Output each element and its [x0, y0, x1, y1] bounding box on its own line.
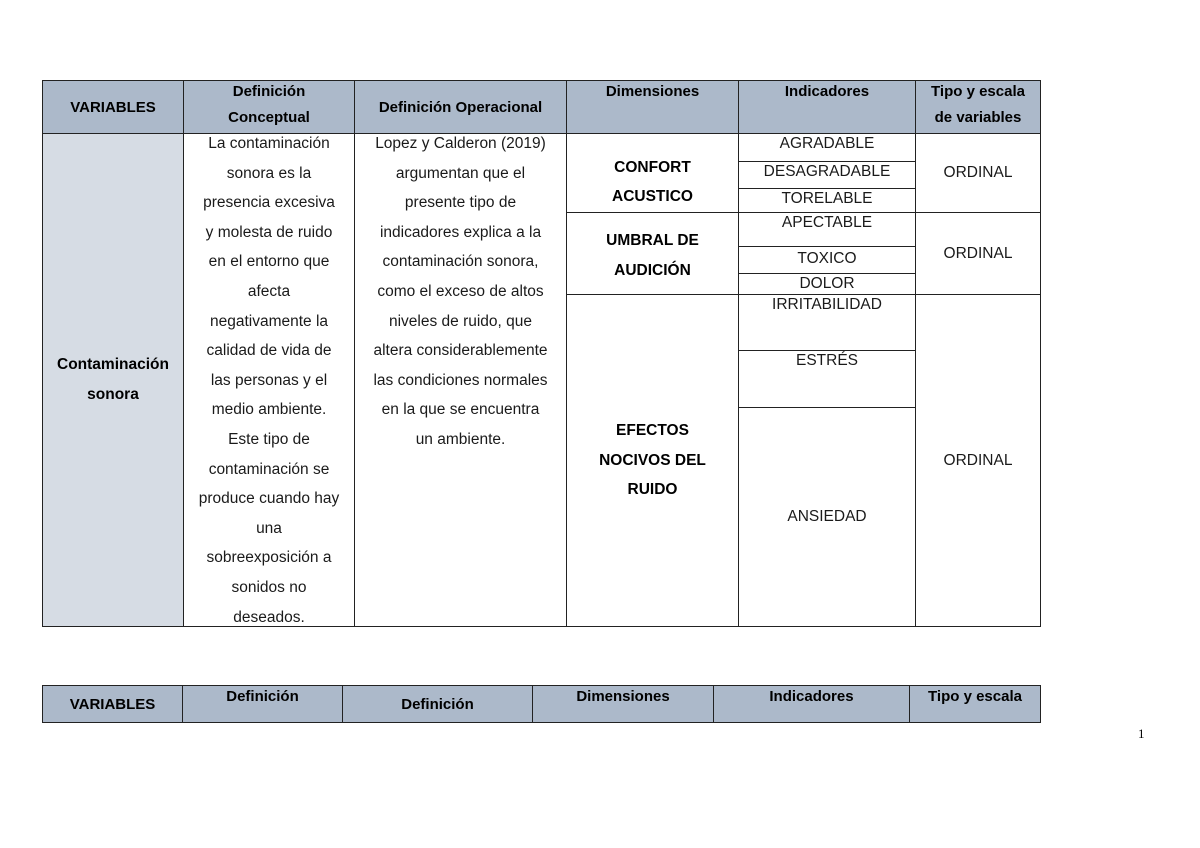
page-number: 1 [1138, 726, 1145, 741]
header-indicadores [738, 80, 916, 134]
def-operacional-line: argumentan que el [395, 164, 526, 182]
def-conceptual-line: sonora es la [226, 164, 312, 182]
indicator-torelable [738, 188, 916, 213]
indicator-toxico [738, 246, 916, 274]
header2-indicadores [713, 685, 910, 723]
definicion-conceptual-cell [183, 133, 355, 627]
scale-text: ORDINAL [943, 244, 1013, 262]
scale-cell [915, 212, 1041, 295]
header-tipo-line2: de variables [934, 109, 1022, 126]
indicator-text: DESAGRADABLE [763, 163, 891, 180]
def-conceptual-line: afecta [247, 282, 291, 300]
def-conceptual-line: en el entorno que [208, 253, 330, 271]
def-operacional-line: en la que se encuentra [381, 401, 540, 419]
indicator-ansiedad [738, 407, 916, 627]
indicator-text: DOLOR [799, 275, 855, 292]
header2-variables [42, 685, 183, 723]
header-def-conceptual-line2: Conceptual [228, 109, 310, 126]
def-conceptual-line: sobreexposición a [206, 549, 332, 567]
variable-name-line2: sonora [87, 386, 139, 403]
header-dimensiones [566, 80, 739, 134]
header2-tipo-text: Tipo y escala [928, 688, 1022, 705]
header-definicion-conceptual [183, 80, 355, 134]
def-conceptual-line: negativamente la [209, 312, 329, 330]
def-operacional-line: las condiciones normales [373, 371, 548, 389]
indicator-agradable [738, 133, 916, 162]
dimension-line: ACUSTICO [612, 188, 693, 206]
def-conceptual-line: presencia excesiva [203, 194, 335, 212]
indicator-text: TORELABLE [781, 190, 873, 207]
header-dimensiones-text: Dimensiones [605, 83, 700, 100]
scale-cell [915, 133, 1041, 213]
dimension-confort-acustico [566, 133, 739, 213]
indicator-text: IRRITABILIDAD [772, 296, 882, 313]
def-conceptual-line: calidad de vida de [206, 342, 332, 360]
def-conceptual-line: y molesta de ruido [205, 223, 333, 241]
dimension-line: AUDICIÓN [614, 261, 691, 279]
header2-definicion-2 [342, 685, 533, 723]
indicator-estres [738, 350, 916, 408]
def-operacional-line: Lopez y Calderon (2019) [375, 135, 546, 152]
def-conceptual-line: sonidos no [231, 578, 307, 596]
header-variables [42, 80, 184, 134]
header-tipo-line1: Tipo y escala [931, 83, 1025, 100]
indicator-dolor [738, 273, 916, 295]
variable-name-line1: Contaminación [57, 356, 169, 374]
header-variables-text: VARIABLES [70, 98, 156, 116]
def-operacional-line: presente tipo de [404, 194, 517, 212]
scale-cell [915, 294, 1041, 627]
dimension-line: RUIDO [627, 481, 678, 499]
def-conceptual-line: las personas y el [210, 371, 328, 389]
header2-definicion-1 [182, 685, 343, 723]
indicator-text: TOXICO [797, 250, 857, 267]
variable-cell [42, 133, 184, 627]
def-conceptual-line: deseados. [233, 608, 305, 626]
indicator-apectable [738, 212, 916, 247]
def-operacional-line: un ambiente. [415, 430, 506, 448]
indicator-irritabilidad [738, 294, 916, 351]
dimension-umbral-audicion [566, 212, 739, 295]
dimension-line: NOCIVOS DEL [599, 451, 706, 469]
header-def-operacional-text: Definición Operacional [378, 98, 543, 116]
def-operacional-line: niveles de ruido, que [388, 312, 533, 330]
indicator-desagradable [738, 161, 916, 189]
dimension-efectos-nocivos [566, 294, 739, 627]
def-conceptual-line: produce cuando hay [198, 490, 340, 508]
def-operacional-line: contaminación sonora, [382, 253, 539, 271]
header2-dimensiones [532, 685, 714, 723]
def-conceptual-line: Este tipo de [228, 430, 310, 448]
header2-tipo-escala [909, 685, 1041, 723]
header-def-conceptual-line1: Definición [232, 83, 306, 100]
def-operacional-line: como el exceso de altos [377, 282, 544, 300]
def-operacional-line: indicadores explica a la [379, 223, 542, 241]
scale-text: ORDINAL [943, 164, 1013, 181]
indicator-text: AGRADABLE [779, 135, 875, 152]
header2-definicion-1-text: Definición [226, 688, 299, 705]
header2-indicadores-text: Indicadores [769, 688, 854, 705]
header-indicadores-text: Indicadores [784, 83, 870, 100]
dimension-line: UMBRAL DE [606, 231, 699, 249]
header2-variables-text: VARIABLES [69, 695, 156, 713]
indicator-text: ANSIEDAD [787, 508, 867, 525]
definicion-operacional-cell [354, 133, 567, 627]
indicator-text: APECTABLE [781, 214, 873, 231]
def-operacional-line: altera considerablemente [373, 342, 548, 360]
header-tipo-escala [915, 80, 1041, 134]
dimension-line: EFECTOS [616, 422, 689, 440]
def-conceptual-line: una [256, 519, 282, 537]
header2-dimensiones-text: Dimensiones [576, 688, 670, 705]
scale-text: ORDINAL [943, 451, 1013, 469]
def-conceptual-line: medio ambiente. [211, 401, 327, 419]
dimension-line: CONFORT [614, 158, 691, 176]
header-definicion-operacional [354, 80, 567, 134]
header2-definicion-2-text: Definición [401, 695, 474, 713]
indicator-text: ESTRÉS [795, 352, 858, 369]
def-conceptual-line: La contaminación [208, 135, 330, 152]
def-conceptual-line: contaminación se [208, 460, 330, 478]
